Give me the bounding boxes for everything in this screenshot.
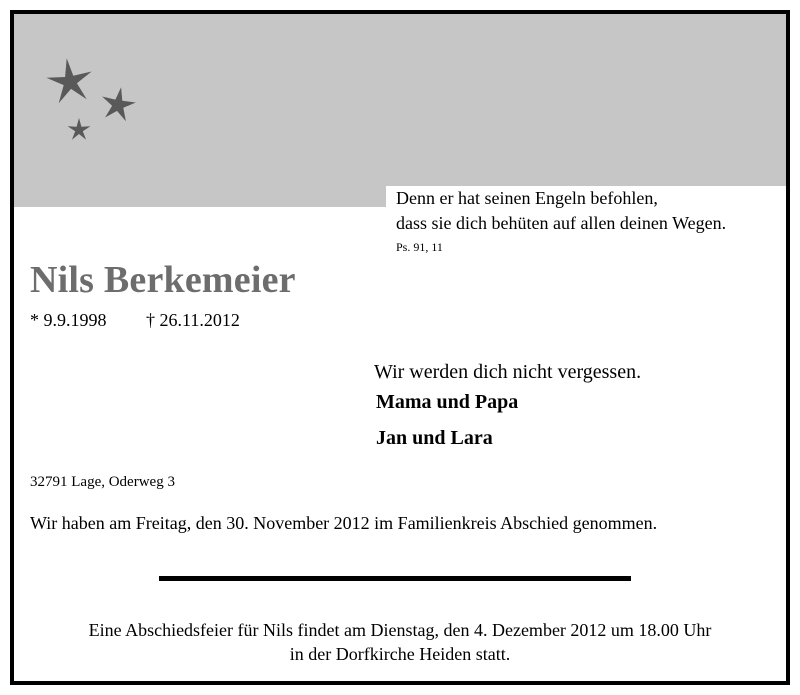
service-line-2: in der Dorfkirche Heiden statt. xyxy=(289,644,511,664)
death-date: † 26.11.2012 xyxy=(146,310,240,330)
quote-line-1: Denn er hat seinen Engeln befohlen, xyxy=(396,188,658,208)
family-parents: Mama und Papa xyxy=(376,391,519,413)
remembrance-line: Wir werden dich nicht vergessen. xyxy=(374,361,642,383)
star-icon xyxy=(68,118,91,140)
star-icon xyxy=(46,58,91,103)
quote-reference: Ps. 91, 11 xyxy=(396,240,443,254)
divider-rule xyxy=(159,576,631,581)
star-icon xyxy=(102,87,136,121)
stars-decoration xyxy=(14,14,786,207)
death-notice-frame xyxy=(10,10,790,685)
deceased-name: Nils Berkemeier xyxy=(30,259,296,301)
farewell-text: Wir haben am Freitag, den 30. November 2012 im Familienkreis Abschied genommen. xyxy=(30,513,658,533)
service-line-1: Eine Abschiedsfeier für Nils findet am Dienstag, den 4. Dezember 2012 um 18.00 Uhr xyxy=(88,620,712,640)
family-siblings: Jan und Lara xyxy=(376,427,493,449)
address: 32791 Lage, Oderweg 3 xyxy=(30,474,175,490)
birth-date: * 9.9.1998 xyxy=(30,310,107,330)
quote-line-2: dass sie dich behüten auf allen deinen Wegen. xyxy=(396,213,727,233)
